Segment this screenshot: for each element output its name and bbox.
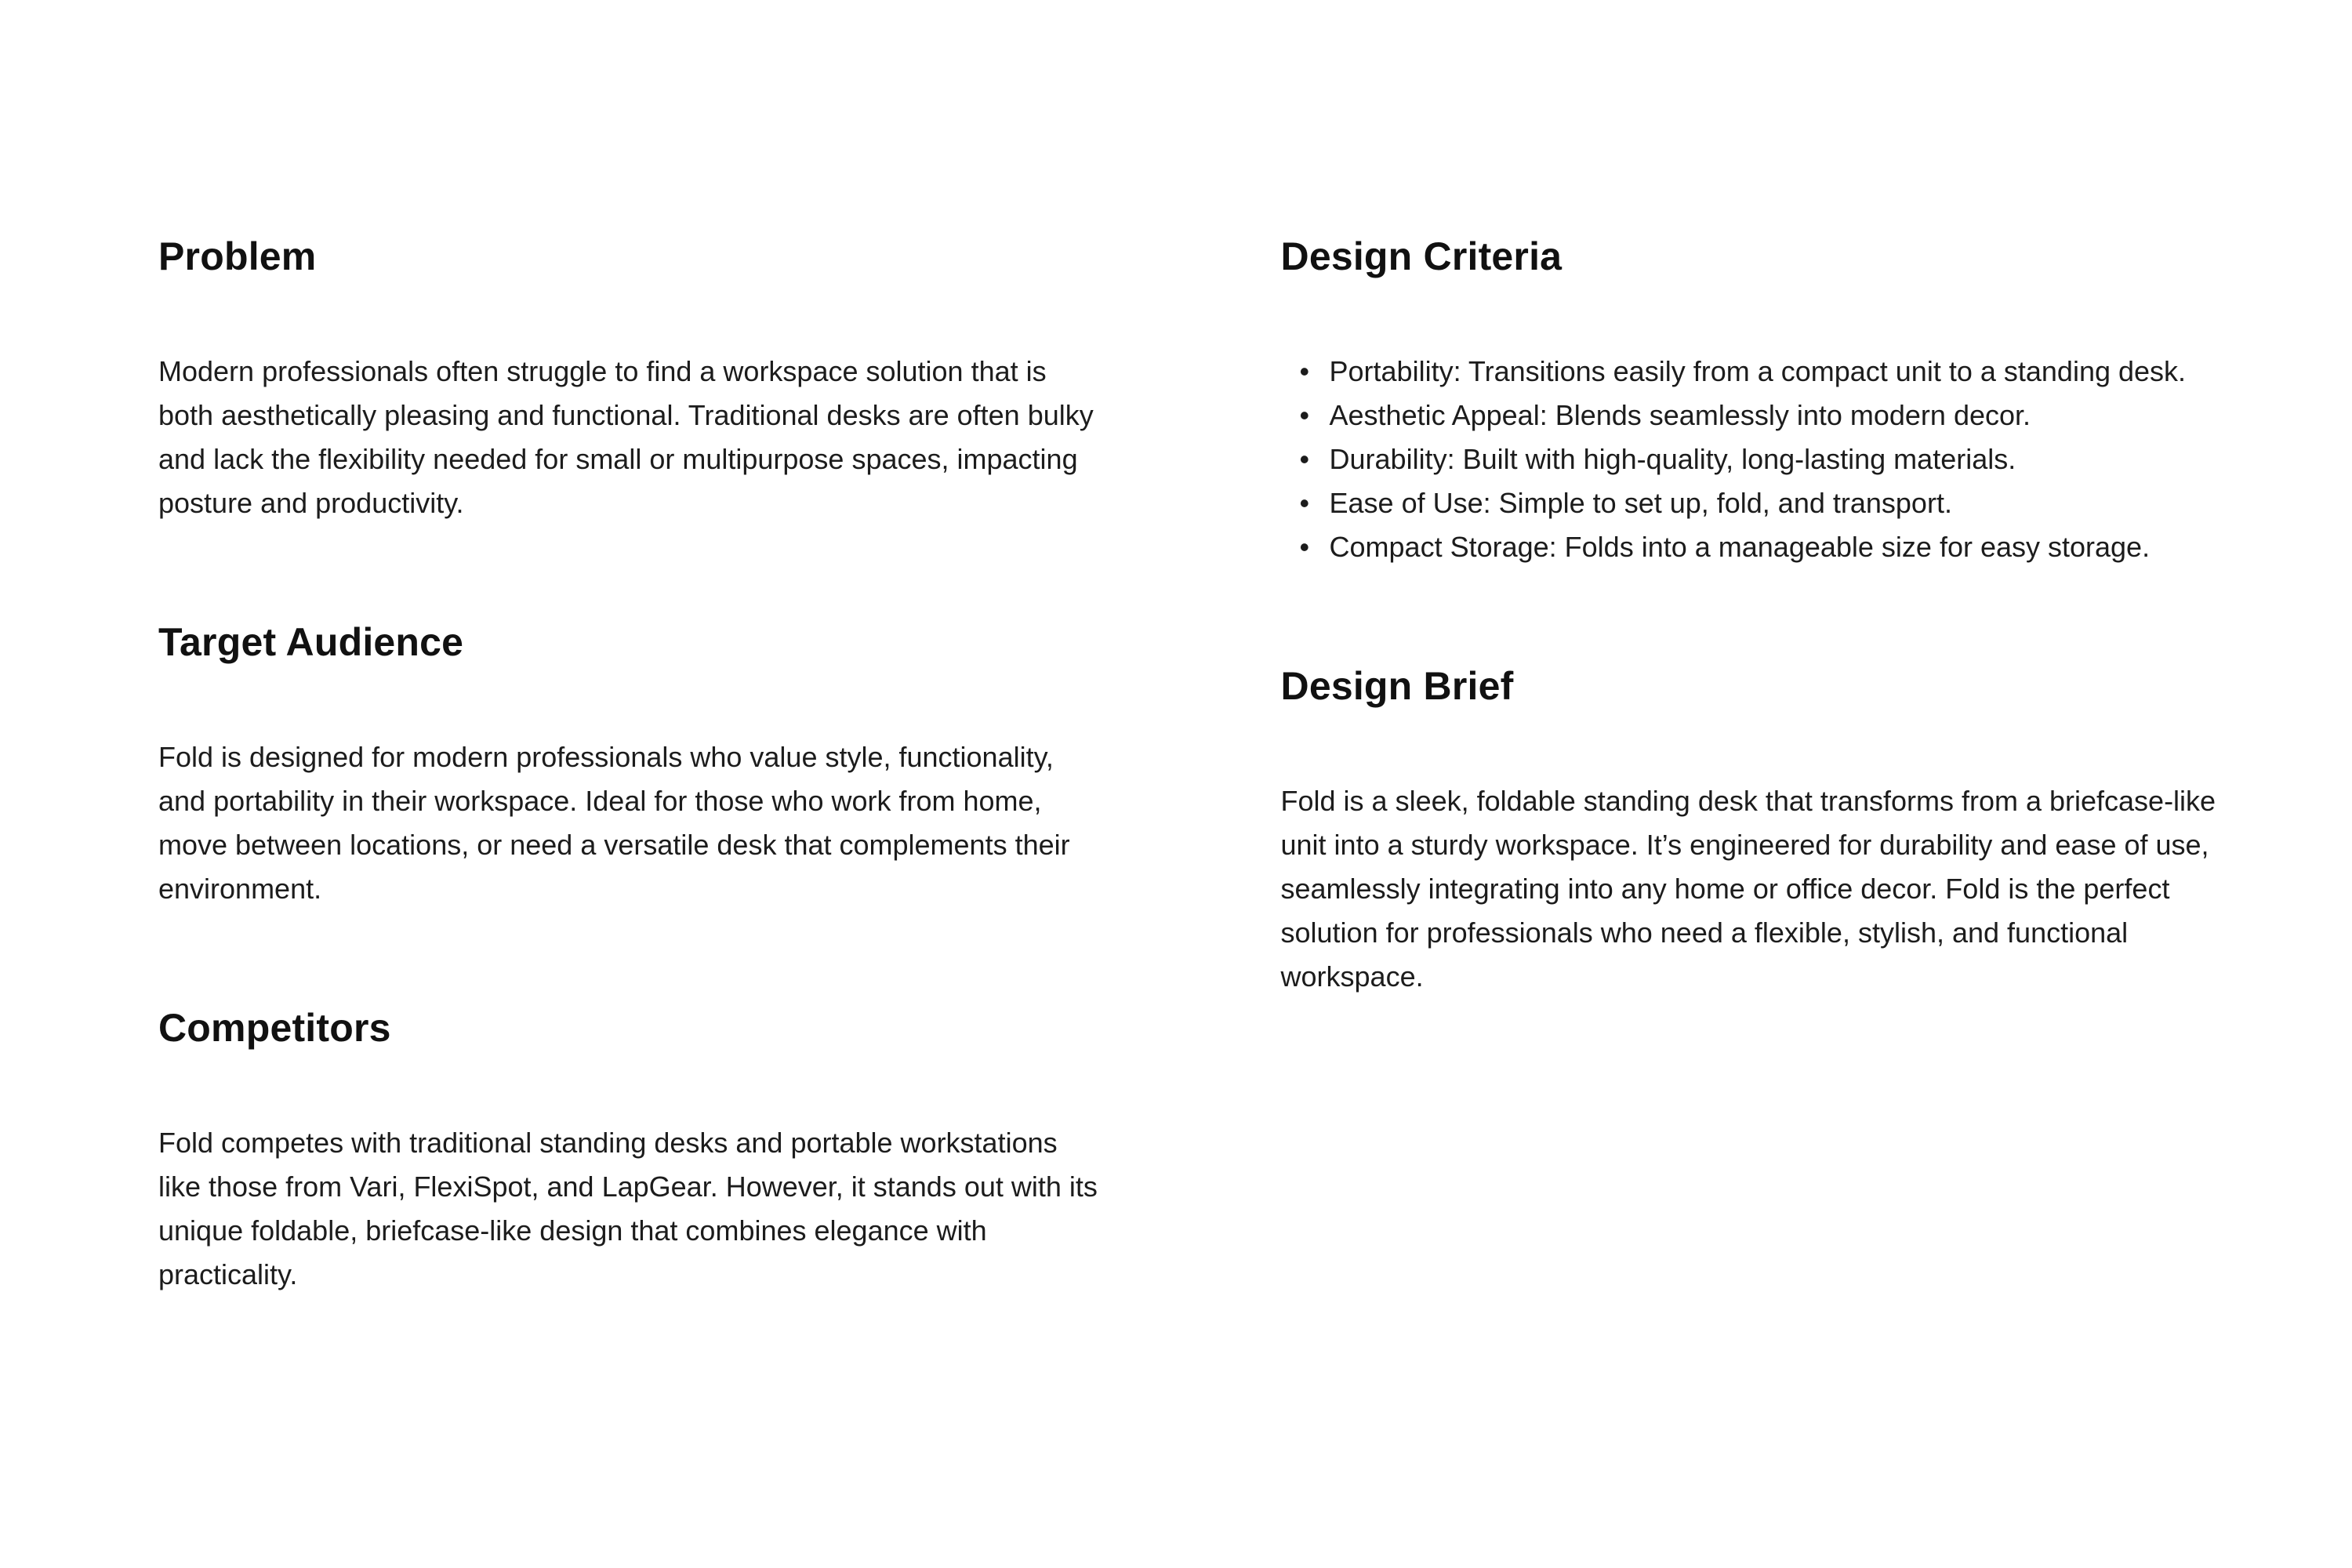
criteria-item-compact-storage: • Compact Storage: Folds into a manageable size for easy storage. [1281, 525, 2227, 569]
left-column [158, 234, 1101, 1391]
right-column [1281, 234, 2227, 1391]
problem-body: Modern professionals often struggle to find a workspace solution that is both aesthetically pleasing and functional. Traditional desks are often bulky and lack the flexibility needed for small or multipurpose spaces, impacting posture and productivity. [158, 355, 1094, 519]
section-target-audience [158, 619, 1101, 966]
design-brief-body: Fold is a sleek, foldable standing desk that transforms from a briefcase-like unit into a sturdy workspace. It’s engineered for durability and ease of use, seamlessly integrating into any home or office decor. Fold is the perfect solution for professionals who need a flexible, stylish, and functional workspace. [1280, 785, 2216, 993]
section-problem [158, 234, 1101, 580]
problem-heading: Problem [158, 234, 317, 278]
competitors-body: Fold competes with traditional standing desks and portable workstations like those from Vari, FlexiSpot, and LapGear. However, it stands out with its unique foldable, briefcase-like design that combines elegance with practicality. [158, 1127, 1098, 1290]
target-audience-heading: Target Audience [158, 620, 464, 664]
criteria-item-aesthetic-appeal: • Aesthetic Appeal: Blends seamlessly into modern decor. [1281, 394, 2227, 437]
design-criteria-list [1281, 350, 2227, 569]
criteria-item-portability: • Portability: Transitions easily from a compact unit to a standing desk. [1281, 350, 2227, 394]
section-design-criteria [1281, 234, 2227, 624]
target-audience-body: Fold is designed for modern professionals who value style, functionality, and portability in their workspace. Ideal for those who work from home, move between locations, or need a versatile desk that complements their environment. [158, 741, 1070, 905]
criteria-item-ease-of-use: • Ease of Use: Simple to set up, fold, and transport. [1281, 481, 2227, 525]
design-criteria-heading: Design Criteria [1280, 234, 1563, 278]
competitors-heading: Competitors [158, 1006, 391, 1050]
section-design-brief [1281, 663, 2227, 1054]
design-brief-heading: Design Brief [1280, 664, 1514, 708]
section-competitors [158, 1005, 1101, 1352]
criteria-item-durability: • Durability: Built with high-quality, long-lasting materials. [1281, 437, 2227, 481]
